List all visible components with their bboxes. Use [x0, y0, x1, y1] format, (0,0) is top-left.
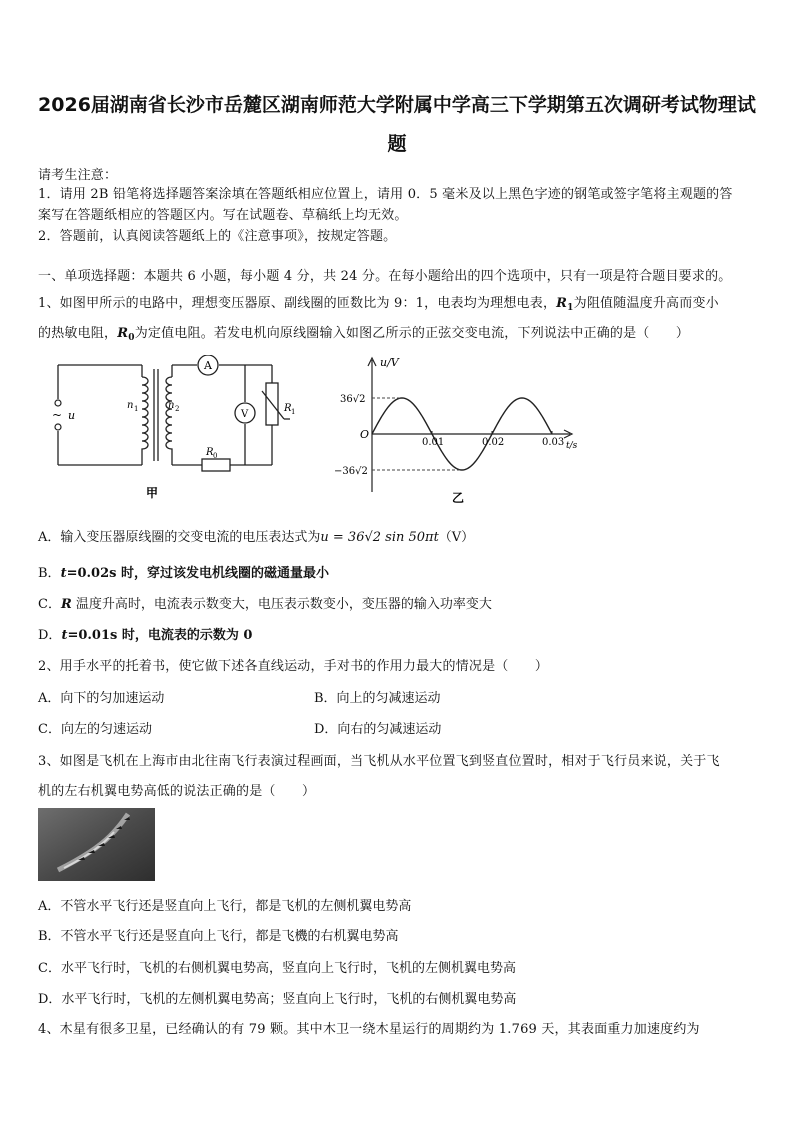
- q1-option-d-text: =0.01s 时，电流表的示数为 0: [67, 628, 253, 643]
- graph-origin: O: [360, 428, 370, 441]
- q3-option-c: C．水平飞行时，飞机的右侧机翼电势高，竖直向上飞行时，飞机的左侧机翼电势高: [38, 961, 516, 976]
- label-n1-sub: 1: [134, 405, 139, 413]
- q3-option-d: D．水平飞行时，飞机的左侧机翼电势高；竖直向上飞行时，飞机的右侧机翼电势高: [38, 992, 517, 1007]
- notice-item1-b: 案写在答题纸相应的答题区内。写在试题卷、草稿纸上均无效。: [38, 208, 408, 223]
- secondary-coil: [166, 377, 175, 453]
- voltage-graph: [330, 352, 590, 512]
- q1-option-b-prefix: B．: [38, 566, 61, 581]
- q1-option-a-formula: u = 36√2 sin 50πt: [320, 530, 439, 545]
- ammeter-label: A: [204, 359, 212, 372]
- notice-item1-a: 1．请用 2B 铅笔将选择题答案涂填在答题纸相应位置上，请用 0．5 毫米及以上黑色字迹的钢笔或签字笔将主观题的答: [38, 187, 733, 202]
- label-n2: n: [168, 400, 175, 411]
- airshow-photo: [38, 808, 155, 881]
- x-tick-label: 0.01: [422, 437, 445, 448]
- q1-option-d: [38, 624, 252, 643]
- q1-stem-line1-a: 1、如图甲所示的电路中，理想变压器原、副线圈的匝数比为 9：1，电表均为理想电表，: [38, 296, 557, 311]
- q1-r0-subscript: 0: [128, 333, 135, 343]
- q4-stem: 4、木星有很多卫星，已经确认的有 79 颗。其中木卫一绕木星运行的周期约为 1.769 天，其表面重力加速度约为: [38, 1022, 700, 1037]
- q2-option-c: C．向左的匀速运动: [38, 722, 152, 737]
- q1-option-d-prefix: D．: [38, 628, 62, 643]
- circuit-caption: 甲: [146, 486, 159, 500]
- section-heading: 一、单项选择题：本题共 6 小题，每小题 4 分，共 24 分。在每小题给出的四个选项中，只有一项是符合题目要求的。: [38, 269, 732, 284]
- x-tick-label: 0.02: [482, 437, 505, 448]
- q1-option-a: [38, 526, 474, 545]
- q1-option-c-prefix: C．: [38, 597, 61, 612]
- q1-option-c-var: R: [60, 597, 72, 612]
- q3-option-b: B．不管水平飞行还是竖直向上飞行，都是飞機的右机翼电势高: [38, 929, 399, 944]
- label-u: u: [68, 409, 76, 422]
- q1-option-b-var: t: [60, 566, 67, 581]
- q1-r0-symbol: R: [117, 326, 129, 341]
- q3-stem-line2: 机的左右机翼电势高低的说法正确的是（ ）: [38, 784, 316, 799]
- source-terminal-bottom: [55, 424, 61, 430]
- label-n1: n: [127, 400, 134, 411]
- primary-coil: [142, 377, 148, 453]
- q1-stem-line1-b: 为阻值随温度升高而变小: [573, 296, 719, 311]
- q2-option-a: A．向下的匀加速运动: [38, 691, 165, 706]
- q1-stem-line2-b: 为定值电阻。若发电机向原线圈输入如图乙所示的正弦交变电流，下列说法中正确的是（ ）: [134, 326, 690, 341]
- q1-option-a-suffix: （V）: [438, 530, 475, 545]
- label-n2-sub: 2: [175, 405, 180, 413]
- q1-option-c-text: 温度升高时，电流表示数变大，电压表示数变小，变压器的输入功率变大: [71, 597, 492, 612]
- graph-caption: 乙: [452, 491, 465, 505]
- q2-option-b: B．向上的匀减速运动: [314, 691, 441, 706]
- resistor-r0: [202, 459, 230, 471]
- q1-option-d-var: t: [61, 628, 68, 643]
- paper-title-line2: 题: [387, 133, 407, 155]
- source-tilde: ~: [52, 408, 63, 422]
- q1-r1-symbol: R: [556, 296, 568, 311]
- notice-item2: 2．答题前，认真阅读答题纸上的《注意事项》，按规定答题。: [38, 229, 397, 244]
- voltmeter-label: V: [241, 409, 249, 420]
- r0-label-sub: 0: [213, 452, 218, 460]
- q1-option-b: [38, 562, 329, 581]
- q3-option-a: A．不管水平飞行还是竖直向上飞行，都是飞机的左侧机翼电势高: [38, 899, 412, 914]
- q1-option-c: [38, 593, 492, 612]
- graph-y-label: u/V: [380, 356, 399, 369]
- q1-stem-line2: [38, 322, 689, 343]
- graph-y-min-label: −36√2: [334, 466, 368, 477]
- graph-y-max-label: 36√2: [340, 394, 366, 405]
- source-terminal-top: [55, 400, 61, 406]
- q1-stem-line1: [38, 292, 719, 313]
- q1-option-a-prefix: A．输入变压器原线圈的交变电流的电压表达式为: [38, 530, 321, 545]
- circuit-diagram: [40, 355, 300, 505]
- r1-label-sub: 1: [291, 408, 296, 416]
- graph-x-label: t/s: [566, 441, 578, 451]
- q1-r1-subscript: 1: [567, 303, 574, 313]
- q2-stem: 2、用手水平的托着书，使它做下述各直线运动，手对书的作用力最大的情况是（ ）: [38, 659, 549, 674]
- q2-option-d: D．向右的匀减速运动: [314, 722, 442, 737]
- x-tick-label: 0.03: [542, 437, 565, 448]
- r0-label: R: [206, 447, 214, 458]
- notice-heading: 请考生注意：: [38, 168, 118, 183]
- q1-option-b-text: =0.02s 时，穿过该发电机线圈的磁通量最小: [66, 566, 329, 581]
- q1-stem-line2-a: 的热敏电阻，: [38, 326, 118, 341]
- q3-stem-line1: 3、如图是飞机在上海市由北往南飞行表演过程画面，当飞机从水平位置飞到竖直位置时，相对于飞行员来说，关于飞: [38, 754, 720, 769]
- r1-label: R: [284, 403, 292, 414]
- thermistor-arrow: [262, 391, 284, 419]
- paper-title-line1: 2026届湖南省长沙市岳麓区湖南师范大学附属中学高三下学期第五次调研考试物理试: [38, 94, 756, 116]
